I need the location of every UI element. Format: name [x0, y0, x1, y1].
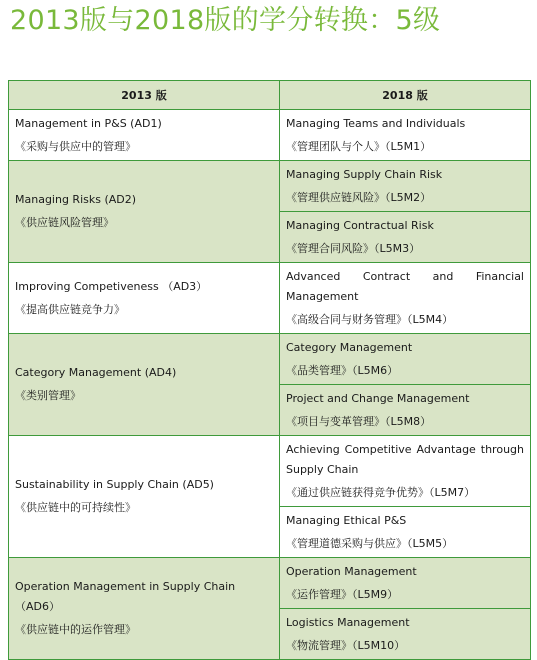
new-module-name: Project and Change Management — [286, 391, 470, 405]
table-row — [9, 110, 531, 161]
new-module-name-zh: 《管理团队与个人》（L5M1） — [286, 139, 432, 153]
new-module-name-zh: 《高级合同与财务管理》（L5M4） — [286, 312, 454, 326]
new-module-name-zh: 《物流管理》（L5M10） — [286, 638, 406, 652]
new-module-l5m4 — [280, 263, 531, 334]
old-module-ad4 — [9, 334, 280, 436]
new-module-l5m10 — [280, 609, 531, 660]
new-module-name-zh: 《管理供应链风险》（L5M2） — [286, 190, 432, 204]
old-module-name-zh: 《类别管理》 — [15, 389, 81, 402]
page-title: 2013版与2018版的学分转换：5级 — [10, 5, 441, 36]
old-module-name: Managing Risks (AD2) — [15, 193, 137, 206]
old-module-name-zh: 《供应链风险管理》 — [15, 216, 114, 229]
new-module-l5m5 — [280, 507, 531, 558]
new-module-name: Category Management — [286, 340, 413, 354]
new-module-name: Managing Contractual Risk — [286, 218, 434, 232]
new-module-l5m1 — [280, 110, 531, 161]
table-row — [9, 436, 531, 507]
new-module-name-zh: 《管理道德采购与供应》（L5M5） — [286, 536, 454, 550]
new-module-l5m3 — [280, 212, 531, 263]
new-module-name: Advanced Contract and Financial Management — [286, 269, 524, 303]
old-module-name: Management in P&S (AD1) — [15, 116, 162, 130]
table-header-row — [9, 81, 531, 110]
new-module-name: Managing Ethical P&S — [286, 513, 407, 527]
old-module-name-zh: 《供应链中的运作管理》 — [15, 623, 136, 636]
new-module-l5m7 — [280, 436, 531, 507]
new-module-name-zh: 《运作管理》（L5M9） — [286, 587, 399, 601]
header-2018: 2018 版 — [280, 81, 531, 110]
table-row — [9, 161, 531, 212]
table-row — [9, 334, 531, 385]
old-module-name: Category Management (AD4) — [15, 366, 177, 379]
new-module-l5m2 — [280, 161, 531, 212]
old-module-name: Sustainability in Supply Chain (AD5) — [15, 478, 214, 491]
new-module-name: Managing Supply Chain Risk — [286, 167, 443, 181]
new-module-name-zh: 《品类管理》（L5M6） — [286, 363, 399, 377]
old-module-name: Operation Management in Supply Chain （AD6） — [15, 580, 236, 613]
old-module-name-zh: 《提高供应链竞争力》 — [15, 302, 125, 316]
new-module-name-zh: 《通过供应链获得竞争优势》（L5M7） — [286, 485, 476, 499]
new-module-name-zh: 《管理合同风险》（L5M3） — [286, 241, 421, 255]
table-row — [9, 263, 531, 334]
new-module-name: Operation Management — [286, 564, 417, 578]
old-module-name-zh: 《供应链中的可持续性》 — [15, 501, 136, 514]
old-module-ad3 — [9, 263, 280, 334]
new-module-l5m9 — [280, 558, 531, 609]
old-module-ad6 — [9, 558, 280, 660]
old-module-ad5 — [9, 436, 280, 558]
old-module-ad1 — [9, 110, 280, 161]
new-module-name: Logistics Management — [286, 615, 410, 629]
old-module-name-zh: 《采购与供应中的管理》 — [15, 139, 136, 153]
new-module-name: Achieving Competitive Advantage through Supply Chain — [286, 442, 524, 476]
header-2013: 2013 版 — [9, 81, 280, 110]
new-module-name: Managing Teams and Individuals — [286, 116, 466, 130]
new-module-l5m8 — [280, 385, 531, 436]
table-row — [9, 558, 531, 609]
credit-conversion-table — [8, 80, 531, 660]
new-module-name-zh: 《项目与变革管理》（L5M8） — [286, 414, 432, 428]
new-module-l5m6 — [280, 334, 531, 385]
old-module-name: Improving Competiveness （AD3） — [15, 279, 208, 293]
old-module-ad2 — [9, 161, 280, 263]
